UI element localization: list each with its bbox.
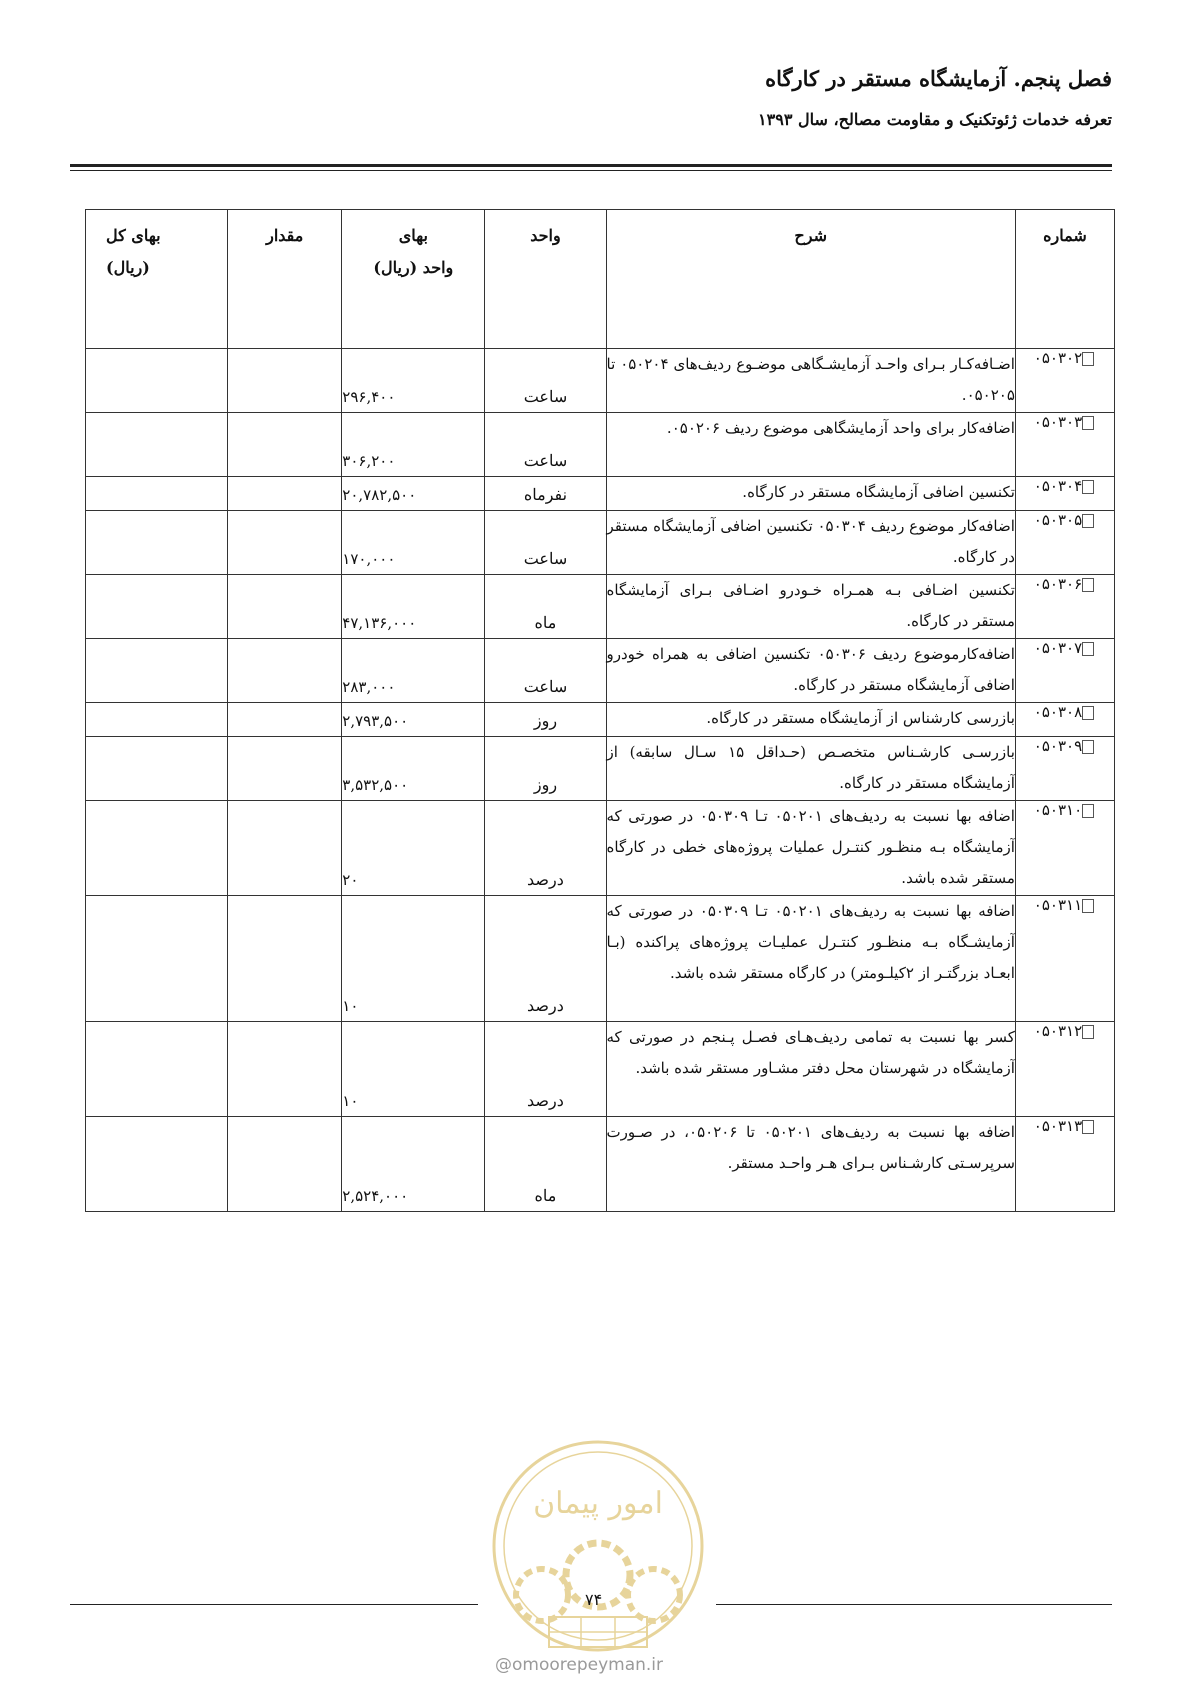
missing-glyph-icon <box>1082 1025 1094 1039</box>
row-number-text: ۰۵۰۳۱۰ <box>1033 801 1083 819</box>
row-unit: ساعت <box>485 511 606 575</box>
table-row <box>86 1022 1115 1117</box>
table-row <box>86 639 1115 703</box>
row-description: اضافه بها نسبت به ردیف‌های ۰۵۰۲۰۱ تا ۰۵۰۲۰۶، در صـورت سرپرسـتی کارشـناس بـرای هـر واحـد مستقر. <box>606 1117 1015 1212</box>
row-quantity <box>228 896 342 1022</box>
footer-rule-left <box>70 1604 478 1605</box>
row-quantity <box>228 639 342 703</box>
header-rule-thick <box>70 164 1112 167</box>
row-unit-price: ۳,۵۳۲,۵۰۰ <box>342 737 485 801</box>
row-unit-price: ۱۰ <box>342 1022 485 1117</box>
table-row <box>86 801 1115 896</box>
missing-glyph-icon <box>1082 416 1094 430</box>
header-unit-price-line1: بهای <box>398 226 428 245</box>
row-description: اضـافه‌کـار بـرای واحـد آزمایشـگاهی موضـوع ردیف‌های ۰۵۰۲۰۴ تا ۰۵۰۲۰۵. <box>606 349 1015 413</box>
row-unit: ماه <box>485 575 606 639</box>
row-unit: ساعت <box>485 413 606 477</box>
row-number <box>1015 737 1114 801</box>
missing-glyph-icon <box>1082 804 1094 818</box>
page-header <box>758 62 1112 134</box>
header-number: شماره <box>1015 210 1114 349</box>
row-description: کسر بها نسبت به تمامی ردیف‌هـای فصـل پـنجم در صورتی که آزمایشگاه در شهرستان محل دفتر مشـاور مستقر شده باشد. <box>606 1022 1015 1117</box>
row-quantity <box>228 737 342 801</box>
row-quantity <box>228 575 342 639</box>
row-unit-price: ۴۷,۱۳۶,۰۰۰ <box>342 575 485 639</box>
row-number-text: ۰۵۰۳۱۲ <box>1033 1022 1083 1040</box>
row-unit-price: ۲۸۳,۰۰۰ <box>342 639 485 703</box>
header-rule-thin <box>70 170 1112 171</box>
stamp-text: امور پیمان <box>533 1486 663 1521</box>
row-number <box>1015 801 1114 896</box>
header-unit: واحد <box>485 210 606 349</box>
row-quantity <box>228 413 342 477</box>
row-unit-price: ۲,۷۹۳,۵۰۰ <box>342 703 485 737</box>
header-description: شرح <box>606 210 1015 349</box>
row-description: تکنسین اضـافی بـه همـراه خـودرو اضـافی بـرای آزمایشگاه مستقر در کارگاه. <box>606 575 1015 639</box>
header-unit-price <box>342 210 485 349</box>
header-quantity: مقدار <box>228 210 342 349</box>
row-description: بازرسی کارشناس از آزمایشگاه مستقر در کارگاه. <box>606 703 1015 737</box>
row-unit: نفرماه <box>485 477 606 511</box>
row-number <box>1015 413 1114 477</box>
table-row <box>86 703 1115 737</box>
row-description: بازرسـی کارشـناس متخصـص (حـداقل ۱۵ سـال سابقه) از آزمایشگاه مستقر در کارگاه. <box>606 737 1015 801</box>
row-number-text: ۰۵۰۳۰۶ <box>1033 575 1083 593</box>
table-row <box>86 413 1115 477</box>
header-total-price-line2: (ریال) <box>106 258 150 277</box>
row-description: اضافه بها نسبت به ردیف‌های ۰۵۰۲۰۱ تـا ۰۵۰۳۰۹ در صورتی که آزمایشـگاه بـه منظـور کنتـرل عملیـات پروژه‌های پراکنده (بـا ابعـاد بزرگتـر از ۲کیلـومتر) در کارگاه مستقر شده باشد. <box>606 896 1015 1022</box>
document-subtitle: تعرفه خدمات ژئوتکنیک و مقاومت مصالح، سال ۱۳۹۳ <box>758 110 1112 129</box>
row-unit-price: ۲۰,۷۸۲,۵۰۰ <box>342 477 485 511</box>
row-number-text: ۰۵۰۳۰۲ <box>1033 349 1083 367</box>
row-description: اضافه بها نسبت به ردیف‌های ۰۵۰۲۰۱ تـا ۰۵۰۳۰۹ در صورتی که آزمایشگاه بـه منظـور کنتـرل عملیات پروژه‌های خطی در کارگاه مستقر شده باشد. <box>606 801 1015 896</box>
missing-glyph-icon <box>1082 1120 1094 1134</box>
row-total-price <box>86 801 228 896</box>
row-total-price <box>86 896 228 1022</box>
missing-glyph-icon <box>1082 642 1094 656</box>
row-number <box>1015 1117 1114 1212</box>
row-total-price <box>86 477 228 511</box>
row-total-price <box>86 413 228 477</box>
missing-glyph-icon <box>1082 899 1094 913</box>
row-number <box>1015 477 1114 511</box>
tariff-table <box>85 209 1115 1212</box>
missing-glyph-icon <box>1082 578 1094 592</box>
row-unit-price: ۳۰۶,۲۰۰ <box>342 413 485 477</box>
row-unit: ماه <box>485 1117 606 1212</box>
row-unit-price: ۲,۵۲۴,۰۰۰ <box>342 1117 485 1212</box>
row-unit-price: ۲۹۶,۴۰۰ <box>342 349 485 413</box>
row-total-price <box>86 1022 228 1117</box>
table-header-row <box>86 210 1115 349</box>
table-row <box>86 575 1115 639</box>
row-number <box>1015 575 1114 639</box>
row-number <box>1015 639 1114 703</box>
missing-glyph-icon <box>1082 352 1094 366</box>
publisher-stamp <box>487 1435 709 1657</box>
row-unit: درصد <box>485 1022 606 1117</box>
row-total-price <box>86 639 228 703</box>
row-quantity <box>228 1022 342 1117</box>
row-unit: درصد <box>485 801 606 896</box>
row-quantity <box>228 801 342 896</box>
row-unit: ساعت <box>485 639 606 703</box>
row-number <box>1015 703 1114 737</box>
row-number-text: ۰۵۰۳۰۹ <box>1033 737 1083 755</box>
table-row <box>86 511 1115 575</box>
header-unit-price-line2: واحد (ریال) <box>373 258 454 277</box>
row-number-text: ۰۵۰۳۰۸ <box>1033 703 1083 721</box>
row-unit: روز <box>485 703 606 737</box>
row-unit-price: ۱۰ <box>342 896 485 1022</box>
row-number-text: ۰۵۰۳۱۳ <box>1033 1117 1083 1135</box>
row-number <box>1015 349 1114 413</box>
row-number-text: ۰۵۰۳۰۵ <box>1033 511 1083 529</box>
header-total-price-line1: بهای کل <box>106 226 161 245</box>
row-unit: روز <box>485 737 606 801</box>
row-unit-price: ۱۷۰,۰۰۰ <box>342 511 485 575</box>
row-number <box>1015 896 1114 1022</box>
table-row <box>86 737 1115 801</box>
row-total-price <box>86 737 228 801</box>
missing-glyph-icon <box>1082 706 1094 720</box>
row-total-price <box>86 1117 228 1212</box>
row-description: اضافه‌کار موضوع ردیف ۰۵۰۳۰۴ تکنسین اضافی آزمایشگاه مستقر در کارگاه. <box>606 511 1015 575</box>
chapter-title: فصل پنجم. آزمایشگاه مستقر در کارگاه <box>765 66 1112 91</box>
row-unit-price: ۲۰ <box>342 801 485 896</box>
row-quantity <box>228 703 342 737</box>
row-quantity <box>228 477 342 511</box>
row-number <box>1015 511 1114 575</box>
table-row <box>86 477 1115 511</box>
row-total-price <box>86 703 228 737</box>
row-unit: ساعت <box>485 349 606 413</box>
row-quantity <box>228 511 342 575</box>
table-row <box>86 896 1115 1022</box>
row-total-price <box>86 511 228 575</box>
page-number: ۷۴ <box>585 1590 603 1609</box>
footer-rule-right <box>716 1604 1112 1605</box>
row-number-text: ۰۵۰۳۱۱ <box>1033 896 1083 914</box>
row-quantity <box>228 349 342 413</box>
row-total-price <box>86 575 228 639</box>
row-number-text: ۰۵۰۳۰۴ <box>1033 477 1083 495</box>
table-row <box>86 349 1115 413</box>
row-number-text: ۰۵۰۳۰۷ <box>1033 639 1083 657</box>
missing-glyph-icon <box>1082 740 1094 754</box>
missing-glyph-icon <box>1082 514 1094 528</box>
watermark: @omoorepeyman.ir <box>495 1655 664 1675</box>
row-number-text: ۰۵۰۳۰۳ <box>1033 413 1083 431</box>
header-total-price <box>86 210 228 349</box>
row-number <box>1015 1022 1114 1117</box>
row-quantity <box>228 1117 342 1212</box>
row-description: تکنسین اضافی آزمایشگاه مستقر در کارگاه. <box>606 477 1015 511</box>
missing-glyph-icon <box>1082 480 1094 494</box>
table-row <box>86 1117 1115 1212</box>
row-description: اضافه‌کار برای واحد آزمایشگاهی موضوع ردیف ۰۵۰۲۰۶. <box>606 413 1015 477</box>
row-description: اضافه‌کارموضوع ردیف ۰۵۰۳۰۶ تکنسین اضافی به همراه خودرو اضافی آزمایشگاه مستقر در کارگاه. <box>606 639 1015 703</box>
row-total-price <box>86 349 228 413</box>
row-unit: درصد <box>485 896 606 1022</box>
